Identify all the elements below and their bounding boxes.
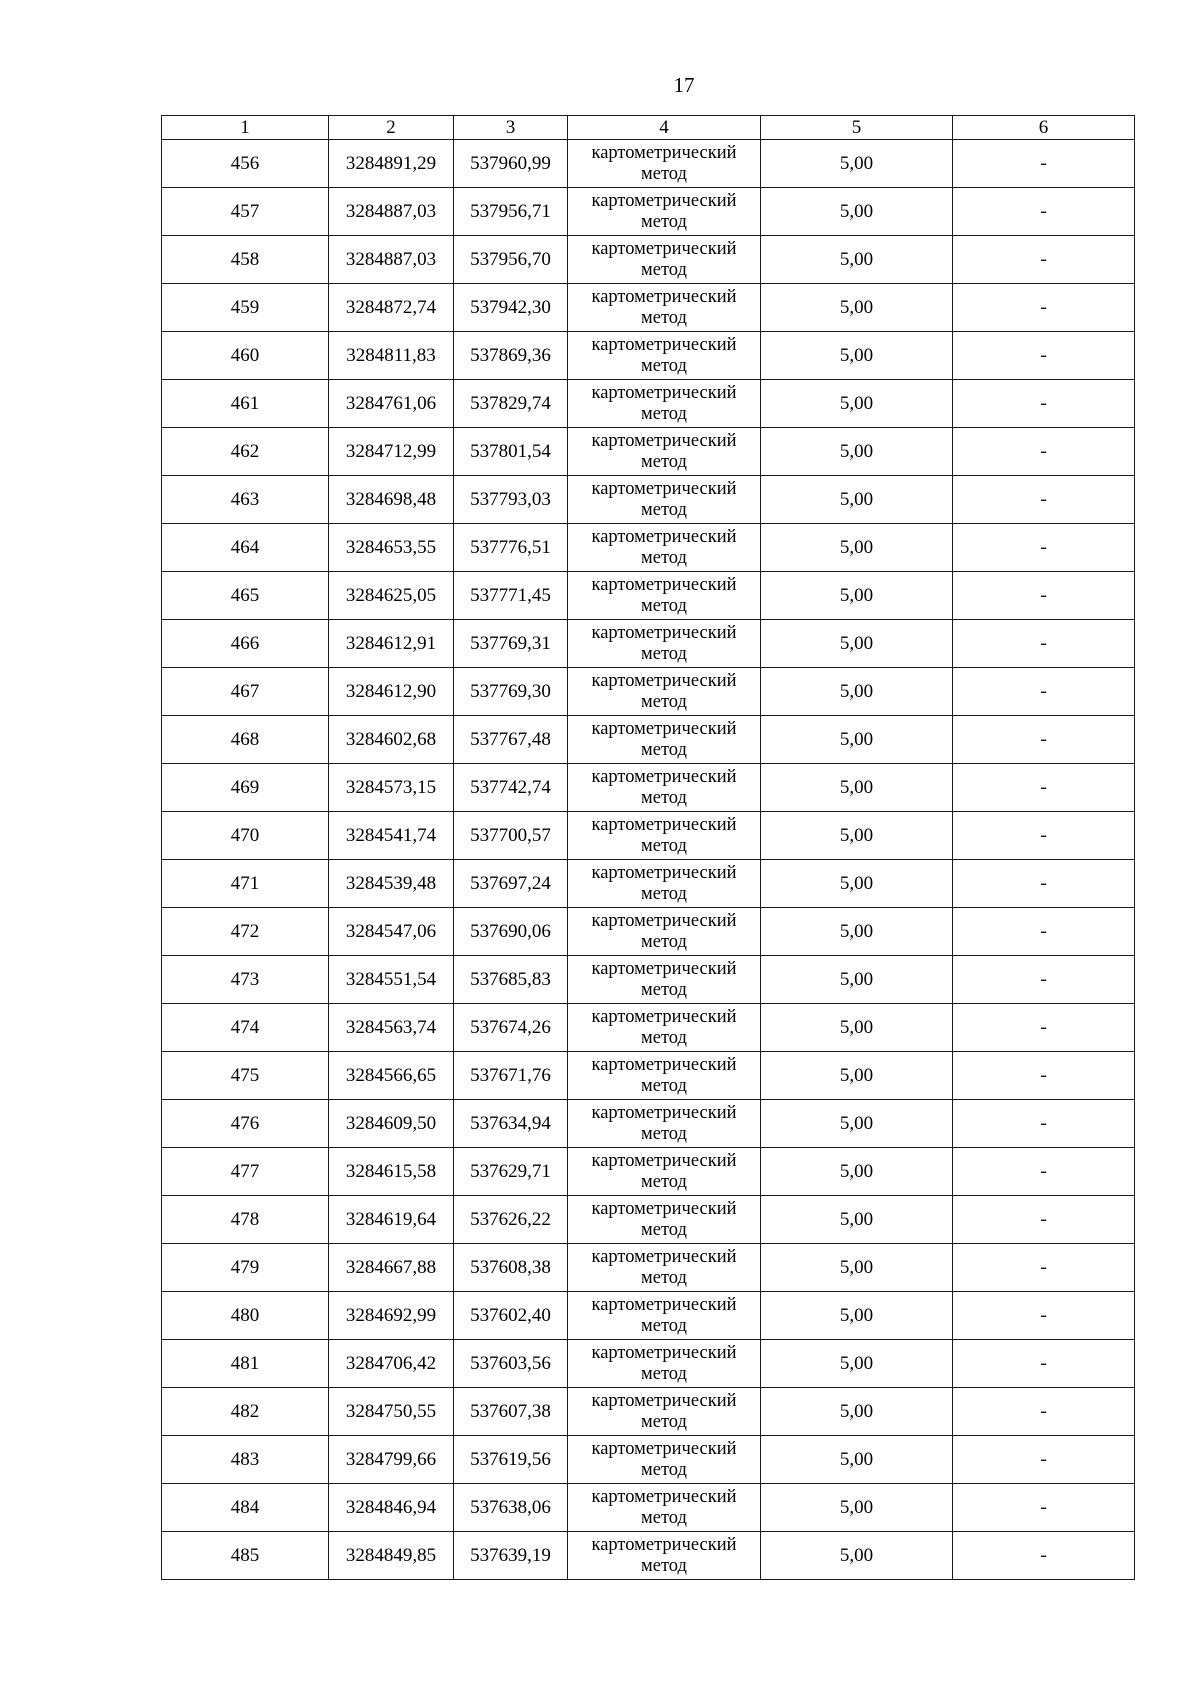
accuracy-cell: 5,00 (761, 1484, 953, 1532)
table-row (162, 764, 1135, 812)
description-cell: - (953, 476, 1135, 524)
y-coordinate-cell: 537869,36 (454, 332, 568, 380)
method-cell: картометрический метод (568, 524, 761, 572)
method-cell: картометрический метод (568, 1244, 761, 1292)
accuracy-cell: 5,00 (761, 188, 953, 236)
x-coordinate-cell: 3284811,83 (329, 332, 454, 380)
method-cell: картометрический метод (568, 380, 761, 428)
y-coordinate-cell: 537956,70 (454, 236, 568, 284)
table-row (162, 476, 1135, 524)
accuracy-cell: 5,00 (761, 1244, 953, 1292)
header-row (162, 116, 1135, 140)
table-row (162, 380, 1135, 428)
description-cell: - (953, 1532, 1135, 1580)
table-row (162, 1388, 1135, 1436)
method-cell: картометрический метод (568, 236, 761, 284)
point-number-cell: 472 (162, 908, 329, 956)
method-cell: картометрический метод (568, 764, 761, 812)
accuracy-cell: 5,00 (761, 380, 953, 428)
y-coordinate-cell: 537602,40 (454, 1292, 568, 1340)
y-coordinate-cell: 537619,56 (454, 1436, 568, 1484)
description-cell: - (953, 860, 1135, 908)
accuracy-cell: 5,00 (761, 764, 953, 812)
table-row (162, 1340, 1135, 1388)
point-number-cell: 476 (162, 1100, 329, 1148)
x-coordinate-cell: 3284573,15 (329, 764, 454, 812)
description-cell: - (953, 1004, 1135, 1052)
description-cell: - (953, 812, 1135, 860)
method-cell: картометрический метод (568, 332, 761, 380)
method-cell: картометрический метод (568, 668, 761, 716)
method-cell: картометрический метод (568, 1052, 761, 1100)
accuracy-cell: 5,00 (761, 668, 953, 716)
y-coordinate-cell: 537769,31 (454, 620, 568, 668)
table-row (162, 1052, 1135, 1100)
method-cell: картометрический метод (568, 860, 761, 908)
accuracy-cell: 5,00 (761, 1004, 953, 1052)
description-cell: - (953, 1388, 1135, 1436)
x-coordinate-cell: 3284698,48 (329, 476, 454, 524)
description-cell: - (953, 716, 1135, 764)
description-cell: - (953, 1484, 1135, 1532)
method-cell: картометрический метод (568, 1196, 761, 1244)
y-coordinate-cell: 537674,26 (454, 1004, 568, 1052)
column-header-4: 4 (568, 116, 761, 140)
table-row (162, 140, 1135, 188)
description-cell: - (953, 620, 1135, 668)
accuracy-cell: 5,00 (761, 812, 953, 860)
method-cell: картометрический метод (568, 428, 761, 476)
x-coordinate-cell: 3284887,03 (329, 236, 454, 284)
y-coordinate-cell: 537793,03 (454, 476, 568, 524)
x-coordinate-cell: 3284653,55 (329, 524, 454, 572)
point-number-cell: 485 (162, 1532, 329, 1580)
description-cell: - (953, 1148, 1135, 1196)
point-number-cell: 458 (162, 236, 329, 284)
table-row (162, 716, 1135, 764)
description-cell: - (953, 1436, 1135, 1484)
x-coordinate-cell: 3284706,42 (329, 1340, 454, 1388)
description-cell: - (953, 428, 1135, 476)
accuracy-cell: 5,00 (761, 1052, 953, 1100)
method-cell: картометрический метод (568, 812, 761, 860)
y-coordinate-cell: 537956,71 (454, 188, 568, 236)
accuracy-cell: 5,00 (761, 1532, 953, 1580)
y-coordinate-cell: 537960,99 (454, 140, 568, 188)
table-row (162, 812, 1135, 860)
accuracy-cell: 5,00 (761, 1436, 953, 1484)
y-coordinate-cell: 537829,74 (454, 380, 568, 428)
x-coordinate-cell: 3284612,91 (329, 620, 454, 668)
accuracy-cell: 5,00 (761, 1388, 953, 1436)
method-cell: картометрический метод (568, 188, 761, 236)
table-row (162, 908, 1135, 956)
accuracy-cell: 5,00 (761, 908, 953, 956)
y-coordinate-cell: 537685,83 (454, 956, 568, 1004)
accuracy-cell: 5,00 (761, 476, 953, 524)
column-header-1: 1 (162, 116, 329, 140)
coordinates-table (161, 115, 1135, 1580)
y-coordinate-cell: 537639,19 (454, 1532, 568, 1580)
x-coordinate-cell: 3284619,64 (329, 1196, 454, 1244)
table-row (162, 1196, 1135, 1244)
y-coordinate-cell: 537626,22 (454, 1196, 568, 1244)
point-number-cell: 482 (162, 1388, 329, 1436)
x-coordinate-cell: 3284541,74 (329, 812, 454, 860)
y-coordinate-cell: 537769,30 (454, 668, 568, 716)
description-cell: - (953, 236, 1135, 284)
accuracy-cell: 5,00 (761, 1196, 953, 1244)
x-coordinate-cell: 3284566,65 (329, 1052, 454, 1100)
y-coordinate-cell: 537671,76 (454, 1052, 568, 1100)
description-cell: - (953, 1100, 1135, 1148)
table-row (162, 1004, 1135, 1052)
y-coordinate-cell: 537607,38 (454, 1388, 568, 1436)
accuracy-cell: 5,00 (761, 956, 953, 1004)
accuracy-cell: 5,00 (761, 1340, 953, 1388)
description-cell: - (953, 668, 1135, 716)
method-cell: картометрический метод (568, 284, 761, 332)
table-row (162, 1436, 1135, 1484)
y-coordinate-cell: 537801,54 (454, 428, 568, 476)
point-number-cell: 470 (162, 812, 329, 860)
description-cell: - (953, 140, 1135, 188)
y-coordinate-cell: 537776,51 (454, 524, 568, 572)
x-coordinate-cell: 3284615,58 (329, 1148, 454, 1196)
accuracy-cell: 5,00 (761, 1148, 953, 1196)
method-cell: картометрический метод (568, 1148, 761, 1196)
x-coordinate-cell: 3284849,85 (329, 1532, 454, 1580)
accuracy-cell: 5,00 (761, 1100, 953, 1148)
table-row (162, 1292, 1135, 1340)
table-row (162, 1244, 1135, 1292)
description-cell: - (953, 380, 1135, 428)
method-cell: картометрический метод (568, 1340, 761, 1388)
table-row (162, 620, 1135, 668)
description-cell: - (953, 284, 1135, 332)
x-coordinate-cell: 3284625,05 (329, 572, 454, 620)
point-number-cell: 484 (162, 1484, 329, 1532)
column-header-6: 6 (953, 116, 1135, 140)
description-cell: - (953, 1292, 1135, 1340)
x-coordinate-cell: 3284692,99 (329, 1292, 454, 1340)
y-coordinate-cell: 537690,06 (454, 908, 568, 956)
table-row (162, 284, 1135, 332)
point-number-cell: 459 (162, 284, 329, 332)
accuracy-cell: 5,00 (761, 140, 953, 188)
method-cell: картометрический метод (568, 1484, 761, 1532)
y-coordinate-cell: 537603,56 (454, 1340, 568, 1388)
method-cell: картометрический метод (568, 572, 761, 620)
description-cell: - (953, 1052, 1135, 1100)
point-number-cell: 461 (162, 380, 329, 428)
point-number-cell: 467 (162, 668, 329, 716)
x-coordinate-cell: 3284539,48 (329, 860, 454, 908)
x-coordinate-cell: 3284547,06 (329, 908, 454, 956)
point-number-cell: 469 (162, 764, 329, 812)
accuracy-cell: 5,00 (761, 860, 953, 908)
y-coordinate-cell: 537629,71 (454, 1148, 568, 1196)
description-cell: - (953, 188, 1135, 236)
description-cell: - (953, 1244, 1135, 1292)
y-coordinate-cell: 537634,94 (454, 1100, 568, 1148)
method-cell: картометрический метод (568, 1292, 761, 1340)
method-cell: картометрический метод (568, 1388, 761, 1436)
table-row (162, 572, 1135, 620)
description-cell: - (953, 524, 1135, 572)
table-row (162, 860, 1135, 908)
point-number-cell: 463 (162, 476, 329, 524)
description-cell: - (953, 1196, 1135, 1244)
x-coordinate-cell: 3284602,68 (329, 716, 454, 764)
table-header (162, 116, 1135, 140)
description-cell: - (953, 572, 1135, 620)
method-cell: картометрический метод (568, 1436, 761, 1484)
accuracy-cell: 5,00 (761, 572, 953, 620)
accuracy-cell: 5,00 (761, 284, 953, 332)
x-coordinate-cell: 3284712,99 (329, 428, 454, 476)
accuracy-cell: 5,00 (761, 236, 953, 284)
y-coordinate-cell: 537700,57 (454, 812, 568, 860)
table-row (162, 332, 1135, 380)
method-cell: картометрический метод (568, 1532, 761, 1580)
table-body (162, 140, 1135, 1580)
y-coordinate-cell: 537608,38 (454, 1244, 568, 1292)
accuracy-cell: 5,00 (761, 620, 953, 668)
point-number-cell: 475 (162, 1052, 329, 1100)
point-number-cell: 464 (162, 524, 329, 572)
x-coordinate-cell: 3284609,50 (329, 1100, 454, 1148)
accuracy-cell: 5,00 (761, 428, 953, 476)
table-row (162, 524, 1135, 572)
x-coordinate-cell: 3284563,74 (329, 1004, 454, 1052)
point-number-cell: 479 (162, 1244, 329, 1292)
description-cell: - (953, 908, 1135, 956)
x-coordinate-cell: 3284846,94 (329, 1484, 454, 1532)
table-row (162, 1532, 1135, 1580)
point-number-cell: 473 (162, 956, 329, 1004)
table-row (162, 1148, 1135, 1196)
method-cell: картометрический метод (568, 1004, 761, 1052)
x-coordinate-cell: 3284612,90 (329, 668, 454, 716)
y-coordinate-cell: 537767,48 (454, 716, 568, 764)
point-number-cell: 477 (162, 1148, 329, 1196)
accuracy-cell: 5,00 (761, 524, 953, 572)
method-cell: картометрический метод (568, 716, 761, 764)
point-number-cell: 462 (162, 428, 329, 476)
description-cell: - (953, 1340, 1135, 1388)
point-number-cell: 483 (162, 1436, 329, 1484)
point-number-cell: 478 (162, 1196, 329, 1244)
method-cell: картометрический метод (568, 140, 761, 188)
x-coordinate-cell: 3284887,03 (329, 188, 454, 236)
method-cell: картометрический метод (568, 476, 761, 524)
table-row (162, 1484, 1135, 1532)
description-cell: - (953, 332, 1135, 380)
method-cell: картометрический метод (568, 908, 761, 956)
y-coordinate-cell: 537942,30 (454, 284, 568, 332)
x-coordinate-cell: 3284799,66 (329, 1436, 454, 1484)
table-row (162, 188, 1135, 236)
table-row (162, 956, 1135, 1004)
point-number-cell: 474 (162, 1004, 329, 1052)
method-cell: картометрический метод (568, 620, 761, 668)
description-cell: - (953, 956, 1135, 1004)
point-number-cell: 457 (162, 188, 329, 236)
y-coordinate-cell: 537742,74 (454, 764, 568, 812)
table-row (162, 668, 1135, 716)
x-coordinate-cell: 3284750,55 (329, 1388, 454, 1436)
method-cell: картометрический метод (568, 1100, 761, 1148)
accuracy-cell: 5,00 (761, 332, 953, 380)
point-number-cell: 468 (162, 716, 329, 764)
point-number-cell: 471 (162, 860, 329, 908)
x-coordinate-cell: 3284667,88 (329, 1244, 454, 1292)
y-coordinate-cell: 537697,24 (454, 860, 568, 908)
x-coordinate-cell: 3284551,54 (329, 956, 454, 1004)
point-number-cell: 456 (162, 140, 329, 188)
table-row (162, 1100, 1135, 1148)
y-coordinate-cell: 537638,06 (454, 1484, 568, 1532)
column-header-5: 5 (761, 116, 953, 140)
point-number-cell: 465 (162, 572, 329, 620)
method-cell: картометрический метод (568, 956, 761, 1004)
description-cell: - (953, 764, 1135, 812)
table-row (162, 428, 1135, 476)
accuracy-cell: 5,00 (761, 716, 953, 764)
x-coordinate-cell: 3284891,29 (329, 140, 454, 188)
point-number-cell: 480 (162, 1292, 329, 1340)
column-header-2: 2 (329, 116, 454, 140)
point-number-cell: 466 (162, 620, 329, 668)
page-number: 17 (673, 73, 695, 97)
point-number-cell: 481 (162, 1340, 329, 1388)
table-row (162, 236, 1135, 284)
point-number-cell: 460 (162, 332, 329, 380)
y-coordinate-cell: 537771,45 (454, 572, 568, 620)
column-header-3: 3 (454, 116, 568, 140)
accuracy-cell: 5,00 (761, 1292, 953, 1340)
x-coordinate-cell: 3284761,06 (329, 380, 454, 428)
x-coordinate-cell: 3284872,74 (329, 284, 454, 332)
